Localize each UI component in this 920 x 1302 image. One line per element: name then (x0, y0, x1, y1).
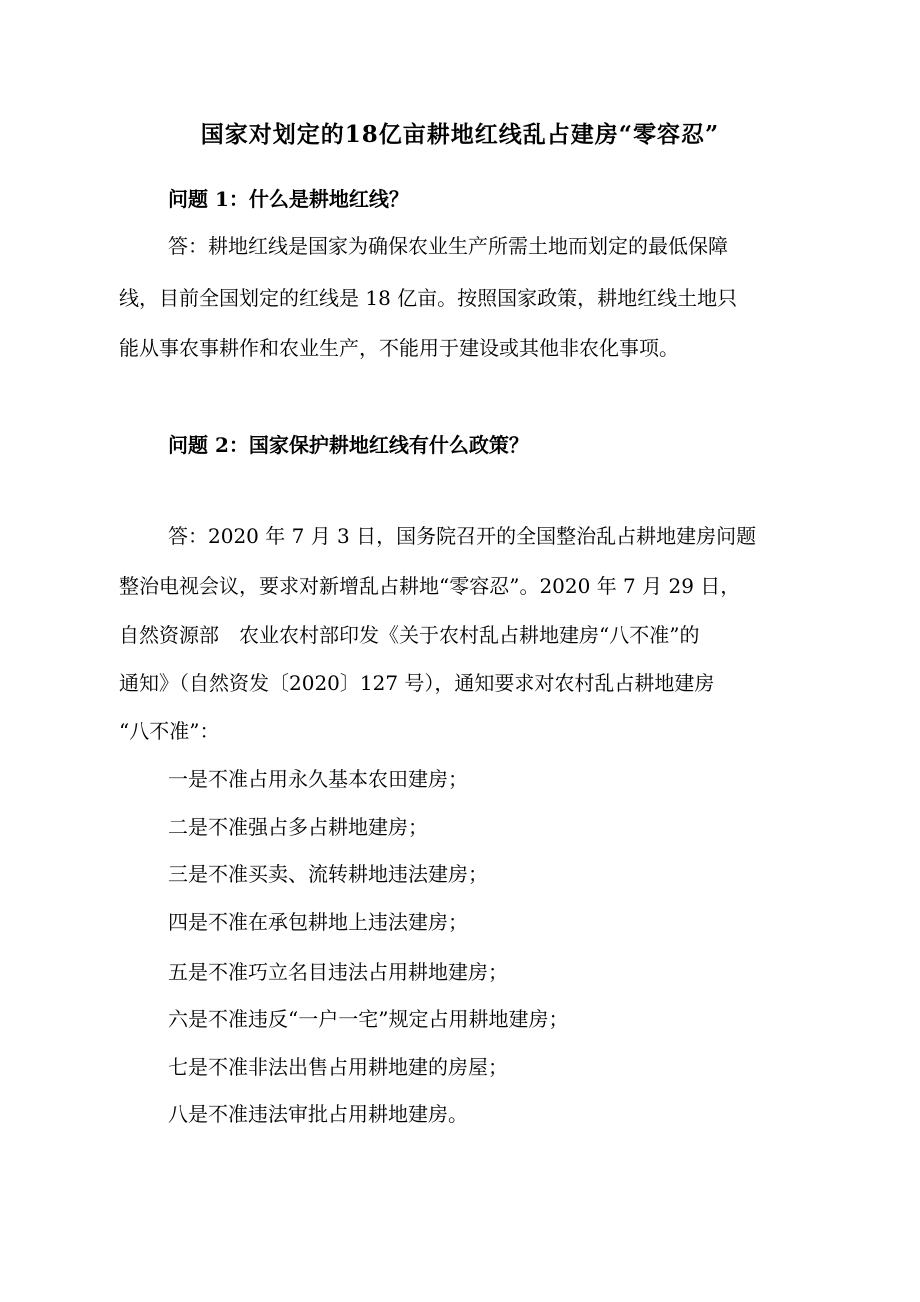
answer-2-line-1: 答：2020 年 7 月 3 日，国务院召开的全国整治乱占耕地建房问题 (168, 524, 757, 548)
answer-2-line-4: 通知》（自然资发〔2020〕127 号），通知要求对农村乱占耕地建房 (119, 671, 715, 695)
answer-1-line-1: 答：耕地红线是国家为确保农业生产所需土地而划定的最低保障 (168, 234, 728, 258)
answer-1-line-3: 能从事农事耕作和农业生产，不能用于建设或其他非农化事项。 (119, 336, 679, 360)
rule-item-4: 四是不准在承包耕地上违法建房； (168, 910, 468, 934)
rule-item-7: 七是不准非法出售占用耕地建的房屋； (168, 1055, 508, 1079)
answer-1-line-2: 线，目前全国划定的红线是 18 亿亩。按照国家政策，耕地红线土地只 (119, 286, 738, 310)
rule-item-5: 五是不准巧立名目违法占用耕地建房； (168, 960, 508, 984)
answer-2-line-2: 整治电视会议，要求对新增乱占耕地“零容忍”。2020 年 7 月 29 日， (119, 574, 741, 598)
question-1: 问题 1：什么是耕地红线？ (168, 187, 409, 211)
question-2: 问题 2：国家保护耕地红线有什么政策？ (168, 433, 529, 457)
answer-2-line-3: 自然资源部 农业农村部印发《关于农村乱占耕地建房“八不准”的 (119, 623, 700, 647)
rule-item-8: 八是不准违法审批占用耕地建房。 (168, 1102, 468, 1126)
rule-item-2: 二是不准强占多占耕地建房； (168, 815, 428, 839)
rule-item-3: 三是不准买卖、流转耕地违法建房； (168, 862, 488, 886)
rule-item-6: 六是不准违反“一户一宅”规定占用耕地建房； (168, 1007, 569, 1031)
answer-2-line-5: “八不准”： (119, 719, 220, 743)
rule-item-1: 一是不准占用永久基本农田建房； (168, 767, 468, 791)
document-title: 国家对划定的18亿亩耕地红线乱占建房“零容忍” (200, 121, 720, 148)
